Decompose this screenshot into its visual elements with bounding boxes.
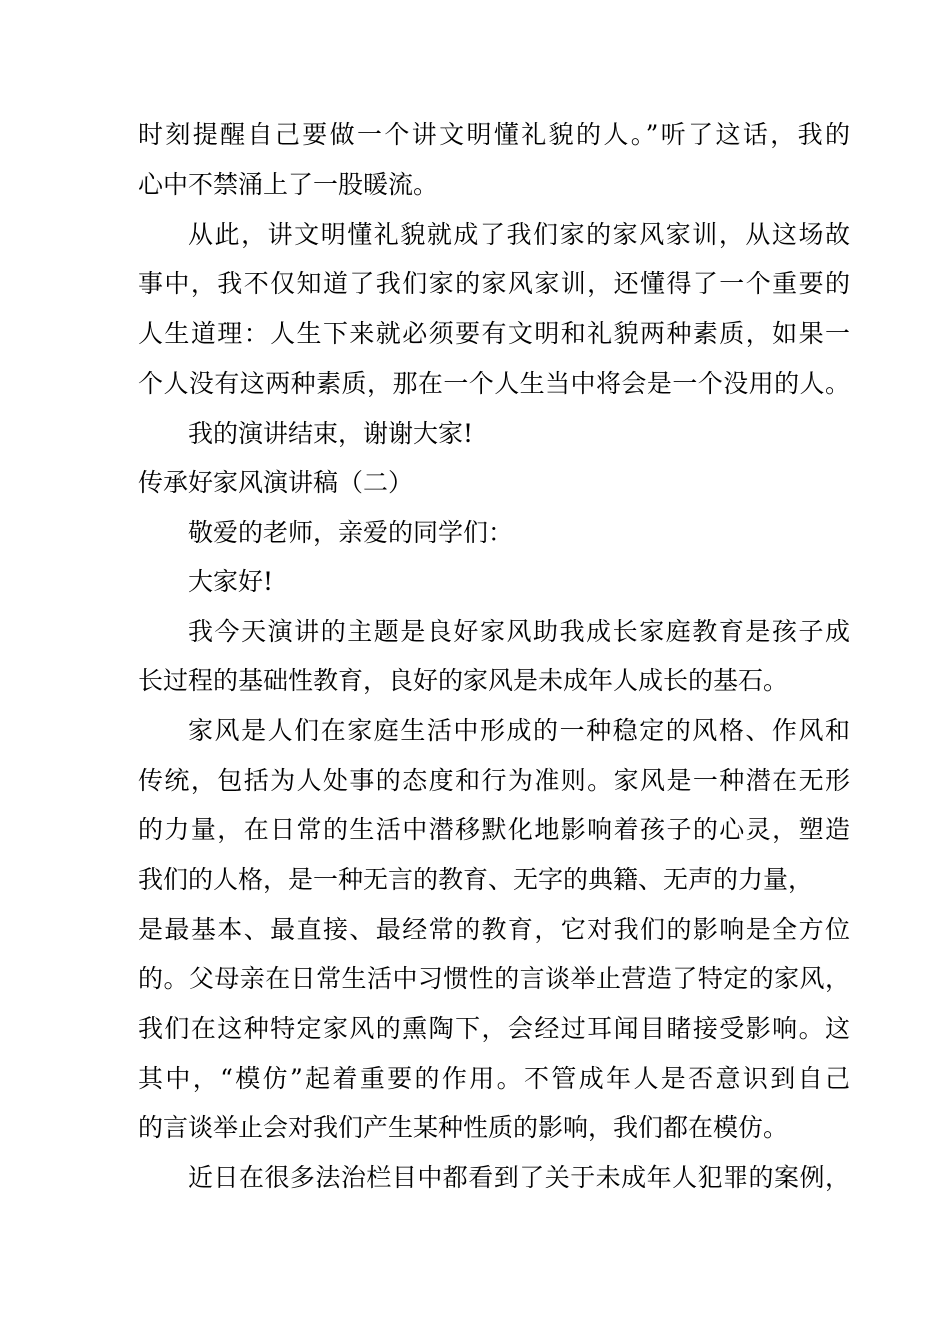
section-heading: 传承好家风演讲稿（二） xyxy=(138,468,414,497)
text-line: 从此，讲文明懂礼貌就成了我们家的家风家训，从这场故 xyxy=(188,220,850,249)
text-line: 我今天演讲的主题是良好家风助我成长家庭教育是孩子成 xyxy=(188,617,850,646)
text-line: 的。父母亲在日常生活中习惯性的言谈举止营造了特定的家风， xyxy=(138,964,850,993)
text-line: 长过程的基础性教育，良好的家风是未成年人成长的基石。 xyxy=(138,666,789,695)
text-line: 的言谈举止会对我们产生某种性质的影响，我们都在模仿。 xyxy=(138,1113,789,1142)
text-line: 我的演讲结束，谢谢大家! xyxy=(188,419,474,448)
greeting-line: 敬爱的老师，亲爱的同学们： xyxy=(188,518,514,547)
text-line: 家风是人们在家庭生活中形成的一种稳定的风格、作风和 xyxy=(188,716,850,745)
text-line: 事中，我不仅知道了我们家的家风家训，还懂得了一个重要的 xyxy=(138,269,850,298)
text-line: 的力量，在日常的生活中潜移默化地影响着孩子的心灵，塑造 xyxy=(138,815,850,844)
text-line: 近日在很多法治栏目中都看到了关于未成年人犯罪的案例， xyxy=(188,1163,850,1192)
text-line: 传统，包括为人处事的态度和行为准则。家风是一种潜在无形 xyxy=(138,766,850,795)
text-line: 人生道理：人生下来就必须要有文明和礼貌两种素质，如果一 xyxy=(138,319,850,348)
text-line: 是最基本、最直接、最经常的教育，它对我们的影响是全方位 xyxy=(138,915,850,944)
text-line: 其中，“模仿”起着重要的作用。不管成年人是否意识到自己 xyxy=(138,1064,850,1093)
greeting-line: 大家好! xyxy=(188,567,274,596)
text-line: 我们在这种特定家风的熏陶下，会经过耳闻目睹接受影响。这 xyxy=(138,1014,850,1043)
text-line: 个人没有这两种素质，那在一个人生当中将会是一个没用的人。 xyxy=(138,369,850,398)
text-line: 我们的人格，是一种无言的教育、无字的典籍、无声的力量， xyxy=(138,865,814,894)
text-line: 心中不禁涌上了一股暖流。 xyxy=(138,170,439,199)
text-line: 时刻提醒自己要做一个讲文明懂礼貌的人。”听了这话，我的 xyxy=(138,120,850,149)
